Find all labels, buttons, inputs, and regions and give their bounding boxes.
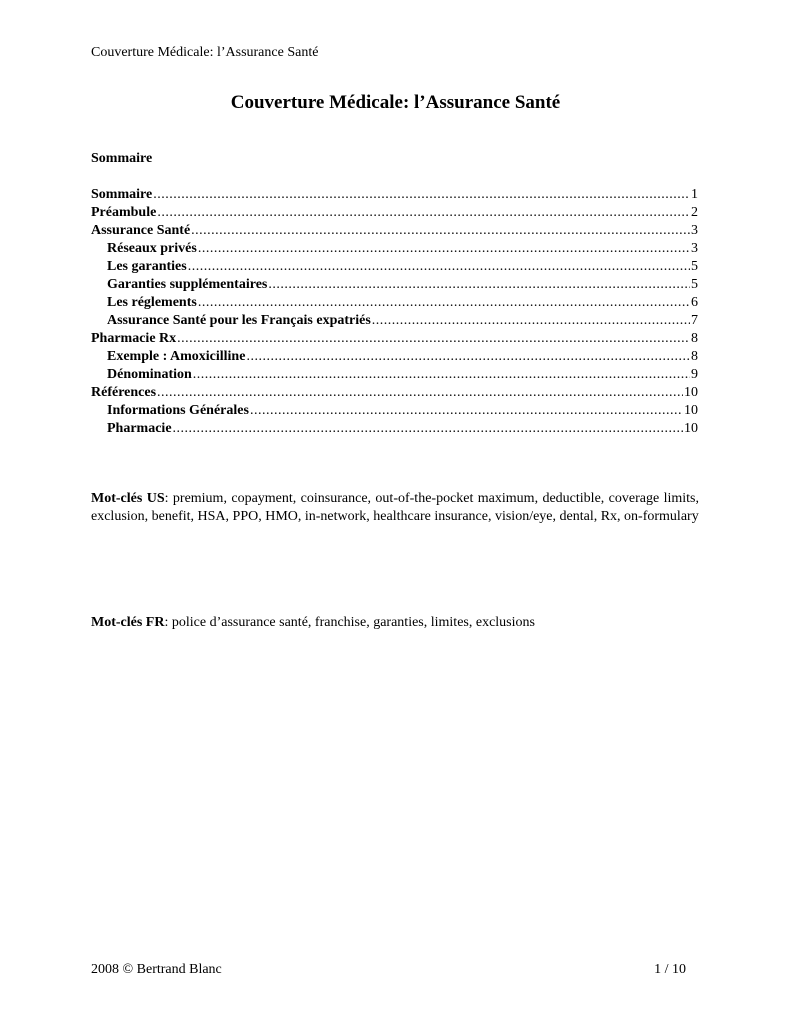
toc-entry[interactable]	[91, 294, 698, 312]
toc-entry-page: 5	[691, 259, 698, 274]
toc-entry-label: Préambule	[91, 205, 157, 220]
toc-entry-page: 5	[691, 277, 698, 292]
keywords-fr-label: Mot-clés FR	[91, 615, 165, 630]
toc-entry-page: 10	[684, 403, 698, 418]
toc-entry[interactable]	[91, 222, 698, 240]
toc-entry[interactable]	[91, 240, 698, 258]
toc-entry-page: 10	[684, 385, 698, 400]
toc-entry-label: Références	[91, 385, 157, 400]
keywords-us-paragraph	[91, 490, 699, 526]
toc-entry[interactable]	[91, 276, 698, 294]
toc-leader-dots	[198, 240, 690, 258]
toc-entry-label: Assurance Santé pour les Français expatriés	[107, 313, 371, 328]
footer-page-number: 1 / 10	[654, 962, 686, 977]
toc-entry[interactable]	[91, 204, 698, 222]
toc-heading: Sommaire	[91, 151, 153, 166]
toc-entry-page: 7	[691, 313, 698, 328]
keywords-us-text: : premium, copayment, coinsurance, out-of-the-pocket maximum, deductible, coverage limits, exclusion, benefit, HSA, PPO, HMO, in-network, healthcare insurance, vision/eye, dental, Rx, on-formulary	[91, 491, 699, 524]
toc-leader-dots	[157, 384, 683, 402]
toc-leader-dots	[372, 312, 690, 330]
toc-entry-label: Assurance Santé	[91, 223, 191, 238]
toc-leader-dots	[157, 204, 690, 222]
toc-entry-label: Les garanties	[107, 259, 187, 274]
toc-leader-dots	[268, 276, 690, 294]
toc-entry-label: Exemple : Amoxicilline	[107, 349, 246, 364]
toc-entry-page: 8	[691, 349, 698, 364]
toc-leader-dots	[198, 294, 690, 312]
toc-entry-label: Informations Générales	[107, 403, 249, 418]
footer-copyright: 2008 © Bertrand Blanc	[91, 962, 222, 977]
running-header: Couverture Médicale: l’Assurance Santé	[91, 45, 319, 60]
toc-entry[interactable]	[91, 258, 698, 276]
toc-entry-page: 3	[691, 241, 698, 256]
toc-leader-dots	[188, 258, 690, 276]
toc-entry[interactable]	[91, 348, 698, 366]
toc-entry-page: 6	[691, 295, 698, 310]
toc-entry-label: Dénomination	[107, 367, 192, 382]
toc-entry-label: Les réglements	[107, 295, 197, 310]
toc-leader-dots	[191, 222, 690, 240]
toc-leader-dots	[193, 366, 690, 384]
toc-entry-page: 8	[691, 331, 698, 346]
toc-entry[interactable]	[91, 330, 698, 348]
toc-entry-page: 9	[691, 367, 698, 382]
toc-entry-label: Pharmacie Rx	[91, 331, 177, 346]
toc-entry-page: 1	[691, 187, 698, 202]
toc-leader-dots	[246, 348, 690, 366]
toc-entry-page: 10	[684, 421, 698, 436]
toc-leader-dots	[173, 420, 683, 438]
toc-entry-label: Sommaire	[91, 187, 153, 202]
toc-entry-label: Garanties supplémentaires	[107, 277, 268, 292]
toc-entry-label: Pharmacie	[107, 421, 172, 436]
toc-entry-page: 2	[691, 205, 698, 220]
toc-entry-page: 3	[691, 223, 698, 238]
toc-leader-dots	[153, 186, 690, 204]
table-of-contents	[91, 186, 698, 438]
toc-entry[interactable]	[91, 312, 698, 330]
keywords-fr-paragraph	[91, 614, 699, 632]
keywords-fr-text: : police d’assurance santé, franchise, garanties, limites, exclusions	[164, 615, 535, 630]
document-title: Couverture Médicale: l’Assurance Santé	[230, 92, 561, 113]
toc-entry[interactable]	[91, 186, 698, 204]
toc-entry-label: Réseaux privés	[107, 241, 197, 256]
toc-entry[interactable]	[91, 420, 698, 438]
toc-entry[interactable]	[91, 366, 698, 384]
keywords-us-label: Mot-clés US	[91, 491, 165, 506]
toc-entry[interactable]	[91, 384, 698, 402]
toc-leader-dots	[250, 402, 683, 420]
toc-entry[interactable]	[91, 402, 698, 420]
toc-leader-dots	[177, 330, 690, 348]
